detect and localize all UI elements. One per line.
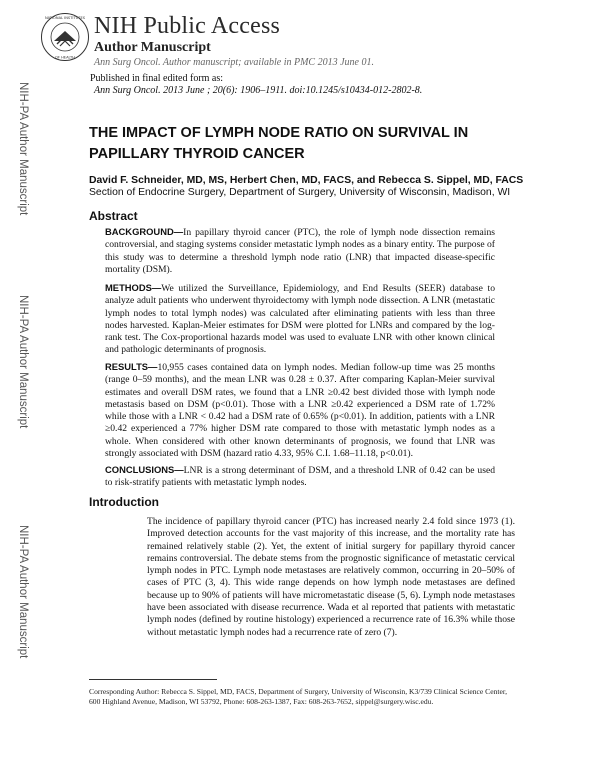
svg-text:NATIONAL INSTITUTES: NATIONAL INSTITUTES	[44, 16, 86, 21]
background-text: In papillary thyroid cancer (PTC), the role of lymph node dissection remains controversial, and staging systems consider metastatic lymph nodes as a binary entity. The purpose of this study was to determine a threshold lymph node ratio (LNR) that impacted disease-specific mortality (DSM).	[105, 227, 495, 275]
results-text: 10,955 cases contained data on lymph nodes. Median follow-up time was 25 months (range 0–59 months), and the mean LNR was 0.28 ± 0.37. After comparing Kaplan-Meier survival estimates and overall DSM rates, we found that a LNR ≥0.42 best divided those with lymph node metastasis based on DSM (p<0.01). Those with a LNR ≥0.42 experienced a DSM rate of 1.72% while those with a LNR < 0.42 had a DSM rate of 0.65% (p<0.01). In addition, patients with a LNR ≥0.42 experienced a 77% higher DSM rate compared to those with metastatic lymph nodes as a whole. When considered with other known determinants of prognosis, we found that LNR was strongly associated with DSM (hazard ratio 4.33, 95% C.I. 1.68–11.18, p<0.01).	[105, 362, 495, 460]
results-label: RESULTS—	[105, 361, 158, 372]
citation-line: Ann Surg Oncol. 2013 June ; 20(6): 1906–1911. doi:10.1245/s10434-012-2802-8.	[94, 85, 423, 96]
conclusions-text: LNR is a strong determinant of DSM, and a threshold LNR of 0.42 can be used to risk-stratify patients with metastatic lymph nodes.	[105, 465, 495, 489]
abstract-background	[105, 226, 495, 276]
corresponding-author-footnote: Corresponding Author: Rebecca S. Sippel, MD, FACS, Department of Surgery, University of Wisconsin, K3/739 Clinical Science Center, 600 Highland Avenue, Madison, WI 53792, Phone: 608-263-1387, Fax: 608-263-7652, sippel@surgery.wisc.edu.	[89, 687, 507, 706]
abstract-heading: Abstract	[89, 209, 138, 223]
side-watermark-bottom: NIH-PA Author Manuscript	[17, 525, 29, 659]
abstract-conclusions	[105, 464, 495, 490]
side-watermark-top: NIH-PA Author Manuscript	[17, 82, 29, 216]
introduction-heading: Introduction	[89, 495, 159, 509]
article-title: THE IMPACT OF LYMPH NODE RATIO ON SURVIVAL IN PAPILLARY THYROID CANCER	[89, 125, 469, 162]
footnote-divider	[89, 679, 217, 680]
author-manuscript-label: Author Manuscript	[94, 40, 211, 55]
svg-text:OF HEALTH: OF HEALTH	[55, 55, 75, 60]
abstract-methods	[105, 282, 495, 357]
introduction-paragraph: The incidence of papillary thyroid cancer (PTC) has increased nearly 2.4 fold since 1973 (1). Improved detection accounts for the vast majority of this increase, and the mortality rate has remained relatively stable (2). Yet, the extent of initial surgery for papillary thyroid cancer remains controversial. The debate stems from the prognostic significance of metastatic cervical lymph nodes in PTC. Lymph node metastases are relatively common, occurring in 20–50% of cases of PTC (3, 4). This wide range depends on how lymph node metastases are defined because up to 90% of patients will have micrometastatic disease (5, 6). Lymph node metastases have been associated with disease recurrence. Wada et al reported that patients with metastatic lymph nodes (defined by routine histology) experienced a recurrence rate of 16.3% while those without metastatic lymph nodes had a recurrence rate of zero (7).	[147, 516, 515, 638]
abstract-results	[105, 361, 495, 460]
methods-text: We utilized the Surveillance, Epidemiology, and End Results (SEER) database to analyze adult patients who underwent thyroidectomy with lymph node dissection. A LNR (metastatic lymph nodes to total lymph nodes) was calculated after eliminating patients with less than three nodes harvested. Kaplan-Meier estimates for DSM were plotted for LNRs and compared by the log-rank test. The Cox-proportional hazards model was used to evaluate LNR with other known clinical and pathologic determinants of prognosis.	[105, 283, 495, 356]
published-label: Published in final edited form as:	[90, 73, 224, 84]
conclusions-label: CONCLUSIONS—	[105, 464, 184, 475]
nih-seal-logo	[40, 12, 90, 62]
methods-label: METHODS—	[105, 282, 162, 293]
affiliation: Section of Endocrine Surgery, Department of Surgery, University of Wisconsin, Madison, WI	[89, 187, 511, 198]
background-label: BACKGROUND—	[105, 226, 184, 237]
nih-public-access-title: NIH Public Access	[94, 13, 281, 39]
author-list: David F. Schneider, MD, MS, Herbert Chen, MD, FACS, and Rebecca S. Sippel, MD, FACS	[89, 175, 524, 186]
side-watermark-middle: NIH-PA Author Manuscript	[17, 295, 29, 429]
availability-note: Ann Surg Oncol. Author manuscript; available in PMC 2013 June 01.	[94, 57, 374, 68]
